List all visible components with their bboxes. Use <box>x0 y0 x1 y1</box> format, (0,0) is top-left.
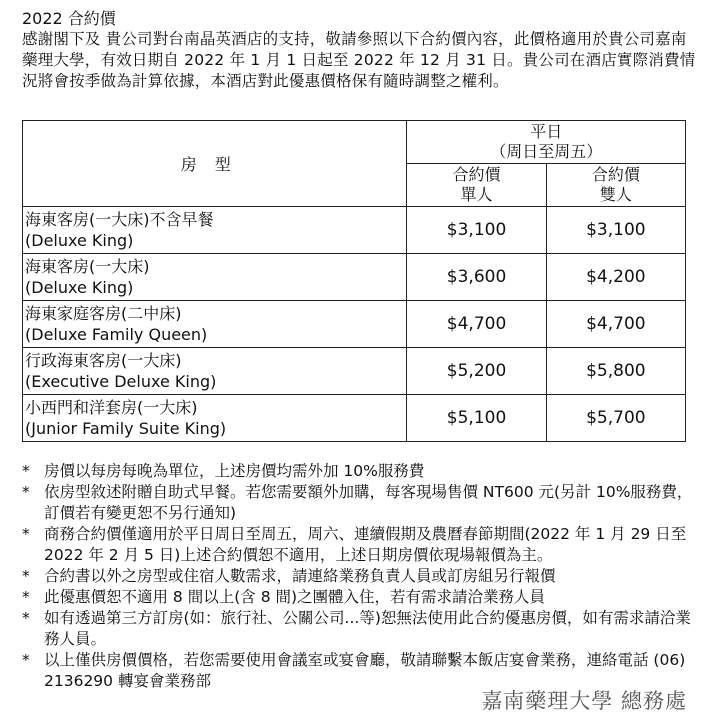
table-row <box>23 348 686 395</box>
double-price: $5,800 <box>546 348 685 395</box>
weekday-label: 平日 <box>530 122 563 141</box>
single-price: $4,700 <box>407 301 546 348</box>
rate-table <box>22 120 686 442</box>
room-name-cell <box>23 395 407 442</box>
room-name-zh: 海東家庭客房(二中床) <box>25 304 182 323</box>
room-name-en: (Deluxe Family Queen) <box>25 325 208 344</box>
room-name-zh: 小西門和洋套房(一大床) <box>25 398 198 417</box>
note-text: 商務合約價僅適用於平日周日至周五，周六、連續假期及農曆春節期間(2022 年 1 月 29 日至 2022 年 2 月 5 日)上述合約價恕不適用，上述日期房價依現場報價為主。 <box>44 525 687 564</box>
double-price: $3,100 <box>546 207 685 254</box>
list-item <box>22 482 702 524</box>
asterisk-icon: * <box>22 651 30 669</box>
note-text: 以上僅供房價價格，若您需要使用會議室或宴會廳，敬請聯繫本飯店宴會業務，連絡電話 (06) 2136290 轉宴會業務部 <box>44 651 686 690</box>
list-item <box>22 524 702 566</box>
room-name-zh: 行政海東客房(一大床) <box>25 351 182 370</box>
room-name-zh: 海東客房(一大床)不含早餐 <box>25 210 214 229</box>
note-text: 依房型敘述附贈自助式早餐。若您需要額外加購，每客現場售價 NT600 元(另計 10%服務費，訂價若有變更恕不另行通知) <box>44 483 693 522</box>
table-row <box>23 395 686 442</box>
weekday-sub-label: （周日至周五） <box>490 142 603 161</box>
table-row <box>23 207 686 254</box>
single-price: $3,600 <box>407 254 546 301</box>
note-text: 合約書以外之房型或住宿人數需求，請連絡業務負責人員或訂房組另行報價 <box>44 567 556 585</box>
list-item <box>22 608 702 650</box>
room-type-header: 房型 <box>23 121 407 207</box>
asterisk-icon: * <box>22 462 30 480</box>
double-occupancy-label: 雙人 <box>599 185 632 204</box>
double-price: $4,200 <box>546 254 685 301</box>
asterisk-icon: * <box>22 483 30 501</box>
single-rate-header <box>407 164 546 207</box>
double-rate-header <box>546 164 685 207</box>
single-price: $5,200 <box>407 348 546 395</box>
table-row <box>23 254 686 301</box>
asterisk-icon: * <box>22 588 30 606</box>
asterisk-icon: * <box>22 567 30 585</box>
room-name-en: (Executive Deluxe King) <box>25 372 217 391</box>
notes-list <box>22 461 702 692</box>
department-stamp: 嘉南藥理大學 總務處 <box>481 689 687 713</box>
intro-paragraph: 感謝閣下及 貴公司對台南晶英酒店的支持，敬請參照以下合約價內容，此價格適用於貴公司嘉南藥理大學，有效日期自 2022 年 1 月 1 日起至 2022 年 12 月 31 日。貴公司在酒店實際消費情況將會按季做為計算依據，本酒店對此優惠價格保有隨時調整之權利。 <box>22 30 696 90</box>
table-header-row <box>23 121 686 164</box>
note-text: 如有透過第三方訂房(如：旅行社、公關公司...等)恕無法使用此合約優惠房價，如有需求請洽業務人員。 <box>44 609 691 648</box>
double-rate-label: 合約價 <box>591 165 640 184</box>
note-text: 房價以每房每晚為單位，上述房價均需外加 10%服務費 <box>44 462 425 480</box>
document-title: 2022 合約價 <box>22 9 116 28</box>
room-name-en: (Deluxe King) <box>25 231 134 250</box>
asterisk-icon: * <box>22 609 30 627</box>
single-price: $3,100 <box>407 207 546 254</box>
room-name-cell <box>23 301 407 348</box>
room-name-en: (Deluxe King) <box>25 278 134 297</box>
single-occupancy-label: 單人 <box>460 185 493 204</box>
list-item <box>22 461 702 482</box>
double-price: $5,700 <box>546 395 685 442</box>
room-name-en: (Junior Family Suite King) <box>25 419 227 438</box>
weekday-header <box>407 121 686 164</box>
room-name-cell <box>23 348 407 395</box>
single-rate-label: 合約價 <box>452 165 501 184</box>
double-price: $4,700 <box>546 301 685 348</box>
room-name-cell <box>23 254 407 301</box>
single-price: $5,100 <box>407 395 546 442</box>
asterisk-icon: * <box>22 525 30 543</box>
list-item <box>22 566 702 587</box>
list-item <box>22 587 702 608</box>
table-row <box>23 301 686 348</box>
room-name-zh: 海東客房(一大床) <box>25 257 150 276</box>
room-name-cell <box>23 207 407 254</box>
note-text: 此優惠價恕不適用 8 間以上(含 8 間)之團體入住，若有需求請洽業務人員 <box>44 588 546 606</box>
